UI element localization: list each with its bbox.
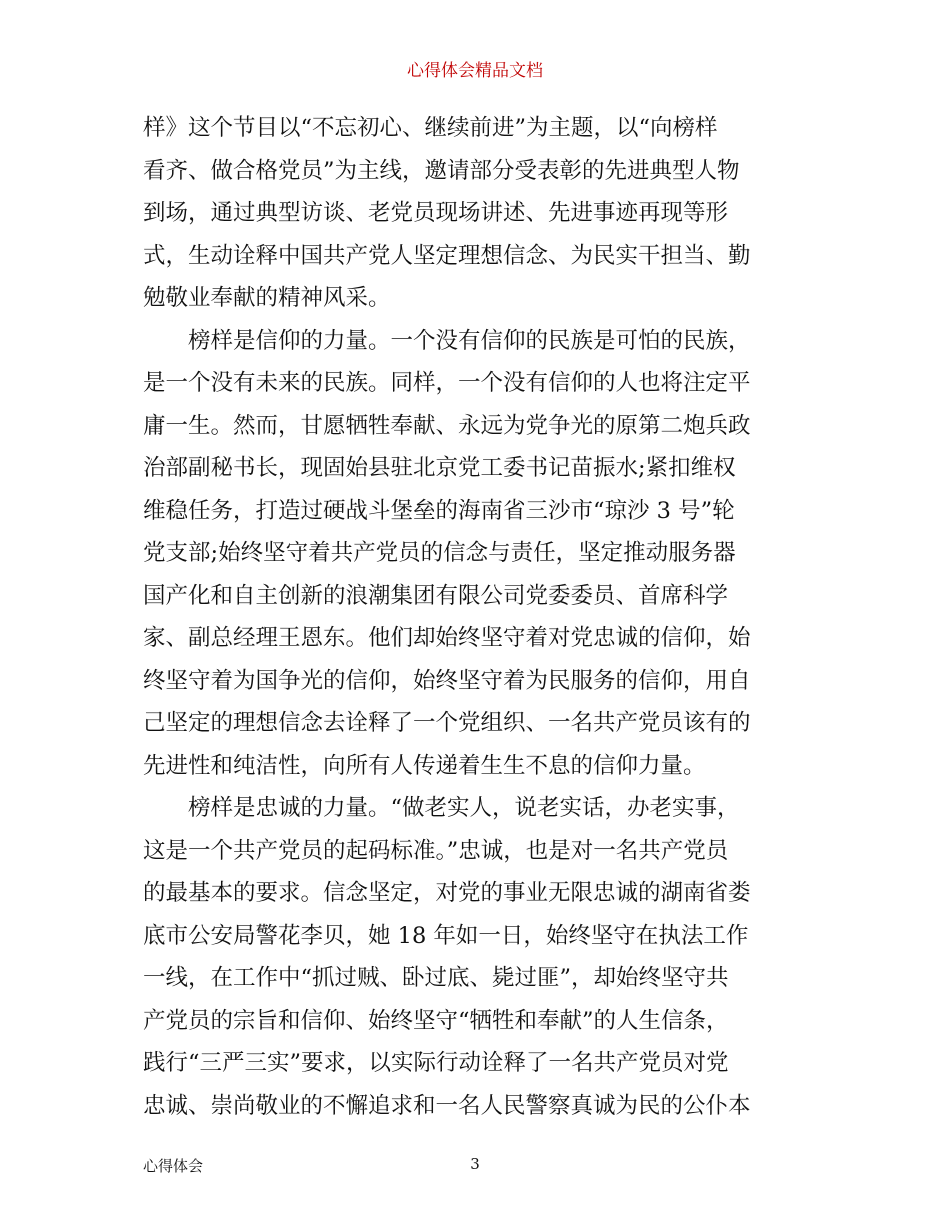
text-line: 治部副秘书长，现固始县驻北京党工委书记苗振水;紧扣维权 — [143, 455, 736, 481]
text-line: 维稳任务，打造过硬战斗堡垒的海南省三沙市“琼沙 3 号”轮 — [143, 497, 735, 524]
text-line: 榜样是信仰的力量。一个没有信仰的民族是可怕的民族， — [188, 327, 751, 354]
text-line: 党支部;始终坚守着共产党员的信念与责任，坚定推动服务器 — [143, 540, 736, 566]
text-line: 式，生动诠释中国共产党人坚定理想信念、为民实干担当、勤 — [143, 242, 751, 269]
text-line: 忠诚、崇尚敬业的不懈追求和一名人民警察真诚为民的公仆本 — [143, 1092, 751, 1119]
text-line: 国产化和自主创新的浪潮集团有限公司党委委员、首席科学 — [143, 582, 729, 609]
text-line: 这是一个共产党员的起码标准。”忠诚，也是对一名共产党员 — [143, 837, 729, 864]
text-line: 看齐、做合格党员”为主线，邀请部分受表彰的先进典型人物 — [143, 157, 740, 184]
text-line: 产党员的宗旨和信仰、始终坚守“牺牲和奉献”的人生信条， — [143, 1007, 729, 1034]
text-line: 榜样是忠诚的力量。“做老实人，说老实话，办老实事， — [188, 795, 740, 821]
text-line: 己坚定的理想信念去诠释了一个党组织、一名共产党员该有的 — [143, 710, 751, 736]
text-line: 终坚守着为国争光的信仰，始终坚守着为民服务的信仰，用自 — [143, 667, 751, 694]
text-line: 的最基本的要求。信念坚定，对党的事业无限忠诚的湖南省娄 — [143, 880, 751, 906]
text-line: 底市公安局警花李贝，她 18 年如一日，始终坚守在执法工作 — [143, 922, 749, 949]
text-line: 家、副总经理王恩东。他们却始终坚守着对党忠诚的信仰，始 — [143, 625, 751, 651]
text-line: 是一个没有未来的民族。同样，一个没有信仰的人也将注定平 — [143, 370, 751, 396]
document-body — [143, 107, 810, 1127]
text-line: 到场，通过典型访谈、老党员现场讲述、先进事迹再现等形 — [143, 200, 729, 226]
text-line: 勉敬业奉献的精神风采。 — [143, 285, 391, 311]
footer-label: 心得体会 — [143, 1157, 204, 1175]
text-line: 践行“三严三实”要求，以实际行动诠释了一名共产党员对党 — [143, 1050, 729, 1076]
page-number: 3 — [470, 1155, 480, 1173]
page-header-title: 心得体会精品文档 — [407, 61, 543, 81]
text-line: 一线，在工作中“抓过贼、卧过底、毙过匪”，却始终坚守共 — [143, 965, 729, 991]
text-line: 样》这个节目以“不忘初心、继续前进”为主题，以“向榜样 — [143, 115, 718, 141]
text-line: 庸一生。然而，甘愿牺牲奉献、永远为党争光的原第二炮兵政 — [143, 412, 751, 439]
text-line: 先进性和纯洁性，向所有人传递着生生不息的信仰力量。 — [143, 752, 706, 779]
